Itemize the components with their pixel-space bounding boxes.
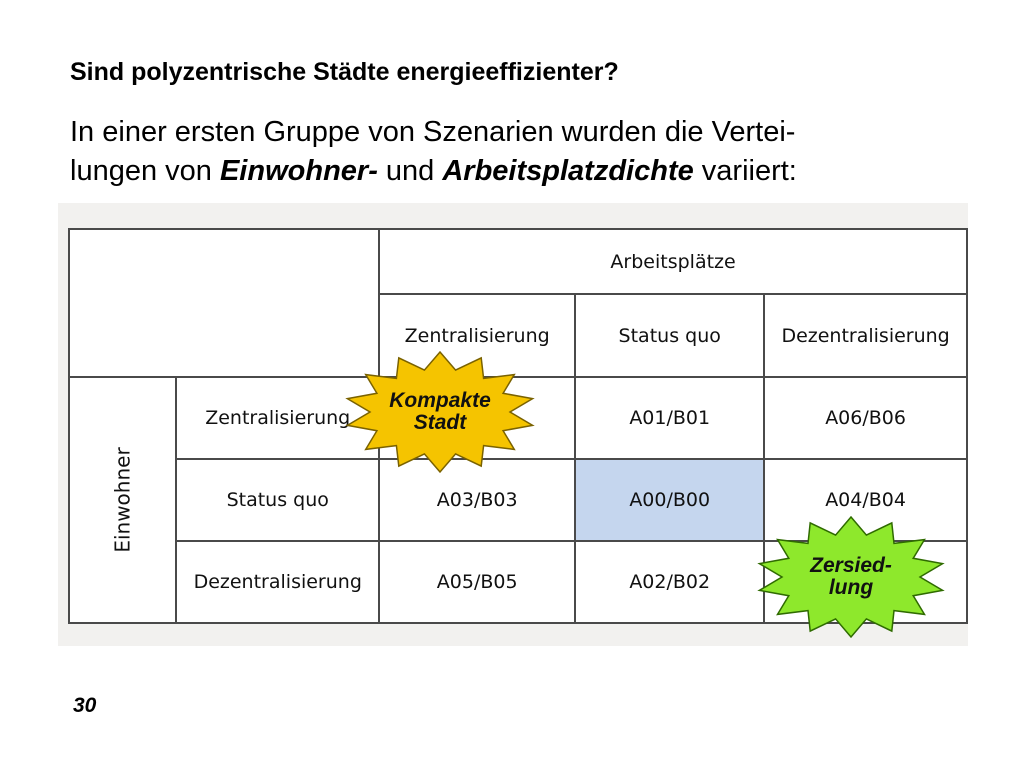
page-number: 30 [73,694,97,717]
slide-title: Sind polyzentrische Städte energieeffizienter? [70,58,619,86]
emphasis-einwohner: Einwohner- [219,155,378,187]
badge-line1: Kompakte [389,389,491,412]
badge-line1: Zersied- [810,554,892,577]
paragraph-text: und [377,155,443,187]
row-header-status-quo: Status quo [176,459,379,541]
emphasis-arbeitsplatzdichte: Arbeitsplatzdichte [442,155,694,187]
paragraph-text: lungen von [70,155,220,187]
column-header-dezentralisierung: Dezentralisierung [764,294,967,377]
row-group-label: Einwohner [110,447,135,553]
table-cell: A05/B05 [379,541,575,623]
badge-line2: lung [828,576,874,599]
table-cell: A03/B03 [379,459,575,541]
column-header-status-quo: Status quo [575,294,764,377]
table-cell: A01/B01 [575,377,764,459]
column-group-header: Arbeitsplätze [379,229,967,294]
zersiedlung-badge [755,516,947,639]
row-group-header [69,377,176,623]
table-cell: A04/B04 [764,459,967,541]
row-header-zentralisierung: Zentralisierung [176,377,379,459]
table-cell: A02/B02 [575,541,764,623]
row-header-dezentralisierung: Dezentralisierung [176,541,379,623]
intro-paragraph [70,113,970,191]
column-header-zentralisierung: Zentralisierung [379,294,575,377]
paragraph-text: variiert: [693,155,797,187]
kompakte-stadt-badge [343,350,537,474]
table-cell: A06/B06 [764,377,967,459]
paragraph-line1: In einer ersten Gruppe von Szenarien wurden die Vertei- [70,116,796,148]
badge-line2: Stadt [413,411,467,434]
table-cell-baseline: A00/B00 [575,459,764,541]
corner-cell [69,229,379,377]
